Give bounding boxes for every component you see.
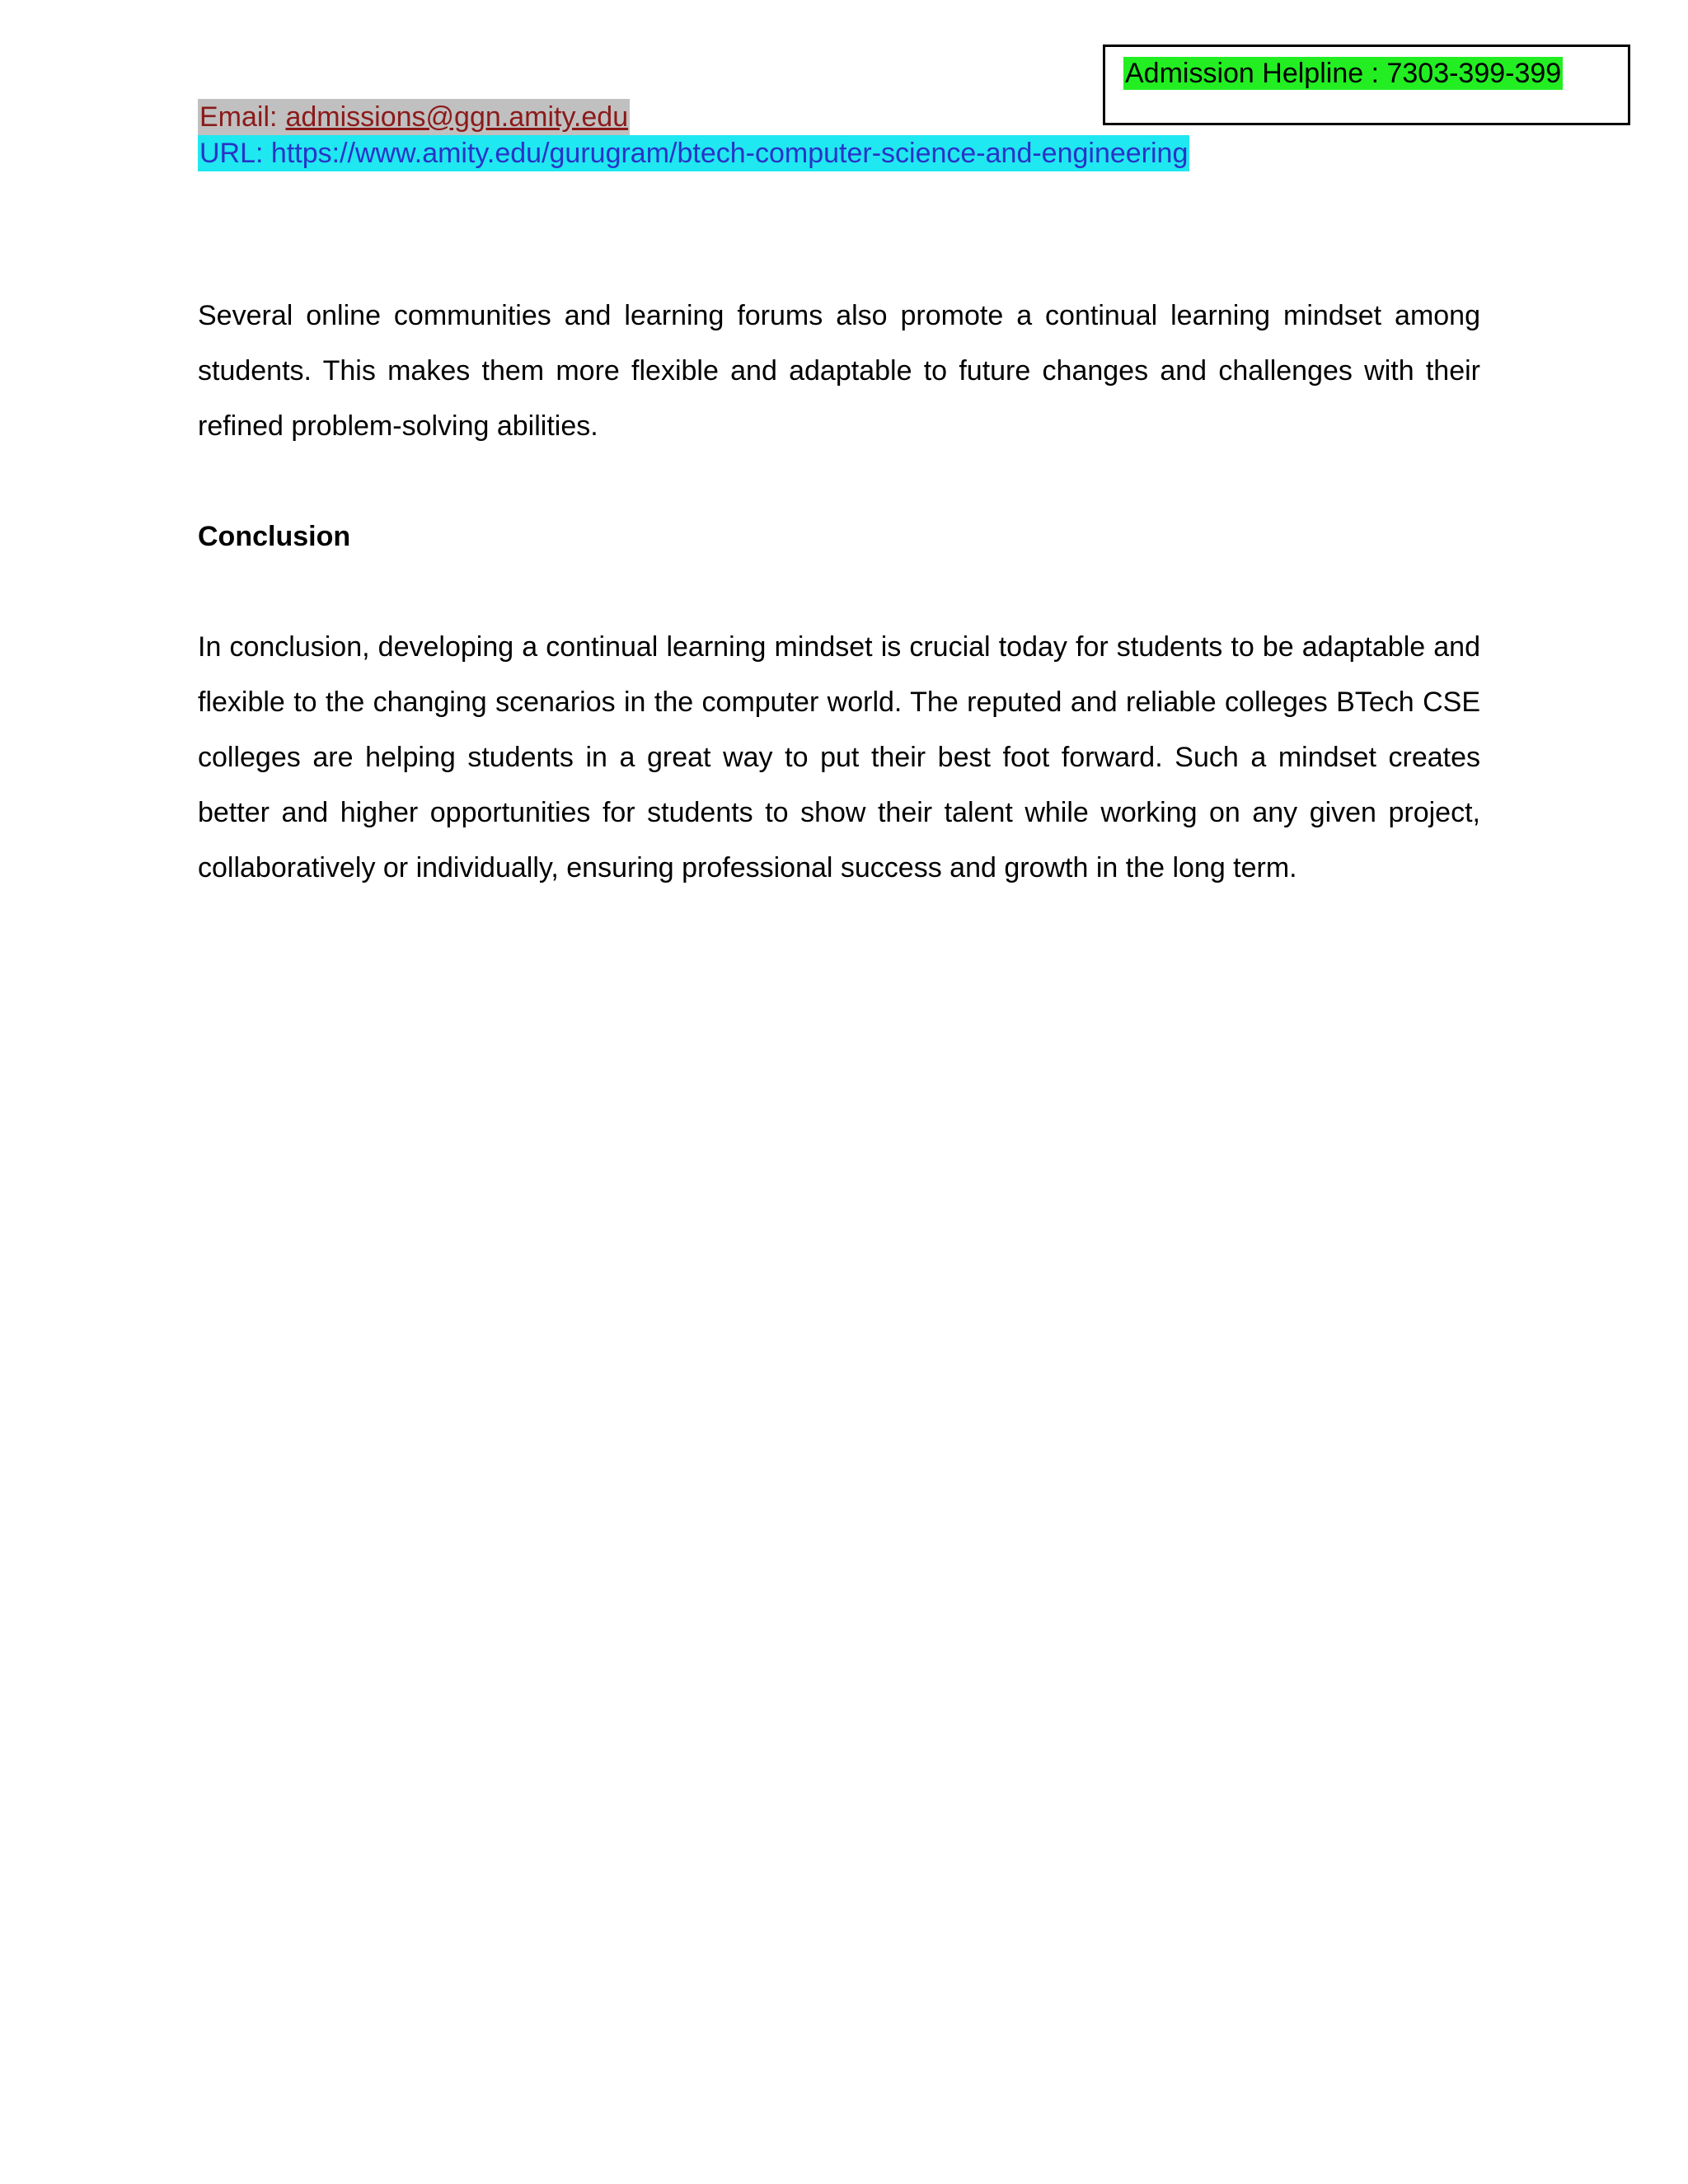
email-link[interactable]: admissions@ggn.amity.edu <box>285 101 629 133</box>
url-link[interactable]: URL: https://www.amity.edu/gurugram/btech-computer-science-and-engineering <box>198 135 1189 171</box>
email-label: Email: <box>199 101 278 133</box>
email-line <box>198 99 630 135</box>
paragraph-conclusion: In conclusion, developing a continual learning mindset is crucial today for students to be adaptable and flexible to the changing scenarios in the computer world. The reputed and reliable colleges BTech CSE colleges are helping students in a great way to put their best foot forward. Such a mindset creates better and higher opportunities for students to show their talent while working on any given project, collaboratively or individually, ensuring professional success and growth in the long term. <box>198 631 1480 883</box>
contact-info <box>198 99 1189 171</box>
document-body <box>198 288 1480 896</box>
admission-helpline: Admission Helpline : 7303-399-399 <box>1125 58 1562 89</box>
paragraph-continual-learning: Several online communities and learning forums also promote a continual learning mindset among students. This makes them more flexible and adaptable to future changes and challenges with their refined problem-solving abilities. <box>198 300 1480 442</box>
section-heading-conclusion: Conclusion <box>198 521 351 552</box>
